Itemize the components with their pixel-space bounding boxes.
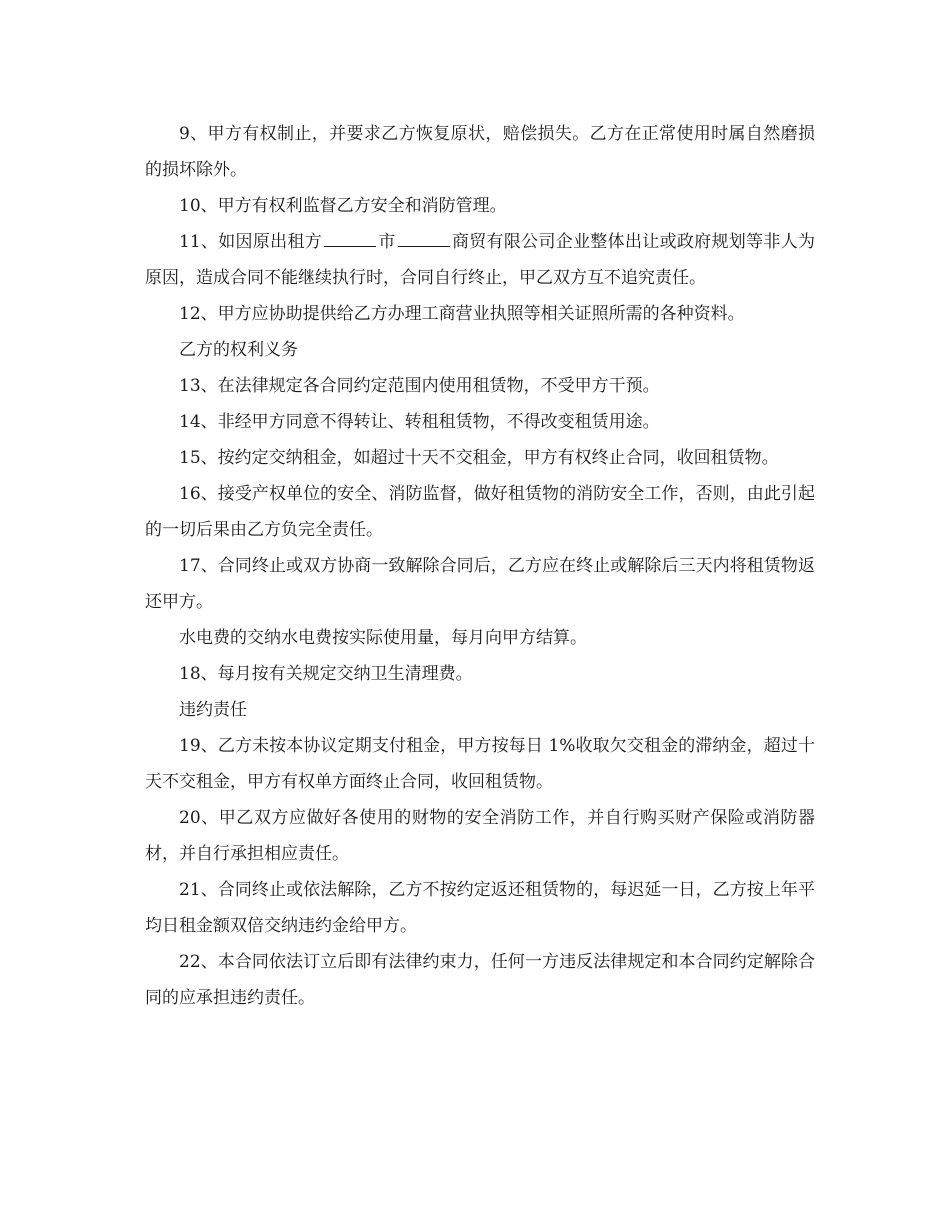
paragraph-19: 19、乙方未按本协议定期支付租金，甲方按每日 1%收取欠交租金的滞纳金，超过十天不交租金，甲方有权单方面终止合同，收回租赁物。 xyxy=(145,736,815,792)
section-heading-liability: 违约责任 xyxy=(179,700,247,720)
fill-in-blank-1 xyxy=(324,228,376,247)
paragraph-utilities: 水电费的交纳水电费按实际使用量，每月向甲方结算。 xyxy=(179,628,587,648)
fill-in-blank-2 xyxy=(398,228,450,247)
section-heading-lessee-rights: 乙方的权利义务 xyxy=(179,340,298,360)
paragraph-20: 20、甲乙双方应做好各使用的财物的安全消防工作，并自行购买财产保险或消防器材，并自行承担相应责任。 xyxy=(145,808,815,864)
document-body xyxy=(145,116,815,1016)
paragraph-10: 10、甲方有权利监督乙方安全和消防管理。 xyxy=(179,196,507,216)
paragraph-11 xyxy=(145,224,815,296)
paragraph-18: 18、每月按有关规定交纳卫生清理费。 xyxy=(179,664,473,684)
paragraph-11-part-b: 市 xyxy=(378,232,396,252)
paragraph-15: 15、按约定交纳租金，如超过十天不交租金，甲方有权终止合同，收回租赁物。 xyxy=(179,448,779,468)
paragraph-13: 13、在法律规定各合同约定范围内使用租赁物，不受甲方干预。 xyxy=(179,376,660,396)
paragraph-11-part-a: 11、如因原出租方 xyxy=(179,232,323,252)
paragraph-16: 16、接受产权单位的安全、消防监督，做好租赁物的消防安全工作，否则，由此引起的一切后果由乙方负完全责任。 xyxy=(145,484,815,540)
paragraph-12: 12、甲方应协助提供给乙方办理工商营业执照等相关证照所需的各种资料。 xyxy=(179,304,745,324)
paragraph-11-part-c: 商贸有限公司企业整体出让或政府规划等非人为原因，造成合同不能继续执行时，合同自行终止，甲乙双方互不追究责任。 xyxy=(145,232,815,288)
paragraph-22: 22、本合同依法订立后即有法律约束力，任何一方违反法律规定和本合同约定解除合同的应承担违约责任。 xyxy=(145,952,815,1008)
paragraph-9: 9、甲方有权制止，并要求乙方恢复原状，赔偿损失。乙方在正常使用时属自然磨损的损坏除外。 xyxy=(145,124,815,180)
paragraph-14: 14、非经甲方同意不得转让、转租租赁物，不得改变租赁用途。 xyxy=(179,412,660,432)
paragraph-21: 21、合同终止或依法解除，乙方不按约定返还租赁物的，每迟延一日，乙方按上年平均日租金额双倍交纳违约金给甲方。 xyxy=(145,880,815,936)
paragraph-17: 17、合同终止或双方协商一致解除合同后，乙方应在终止或解除后三天内将租赁物返还甲方。 xyxy=(145,556,815,612)
